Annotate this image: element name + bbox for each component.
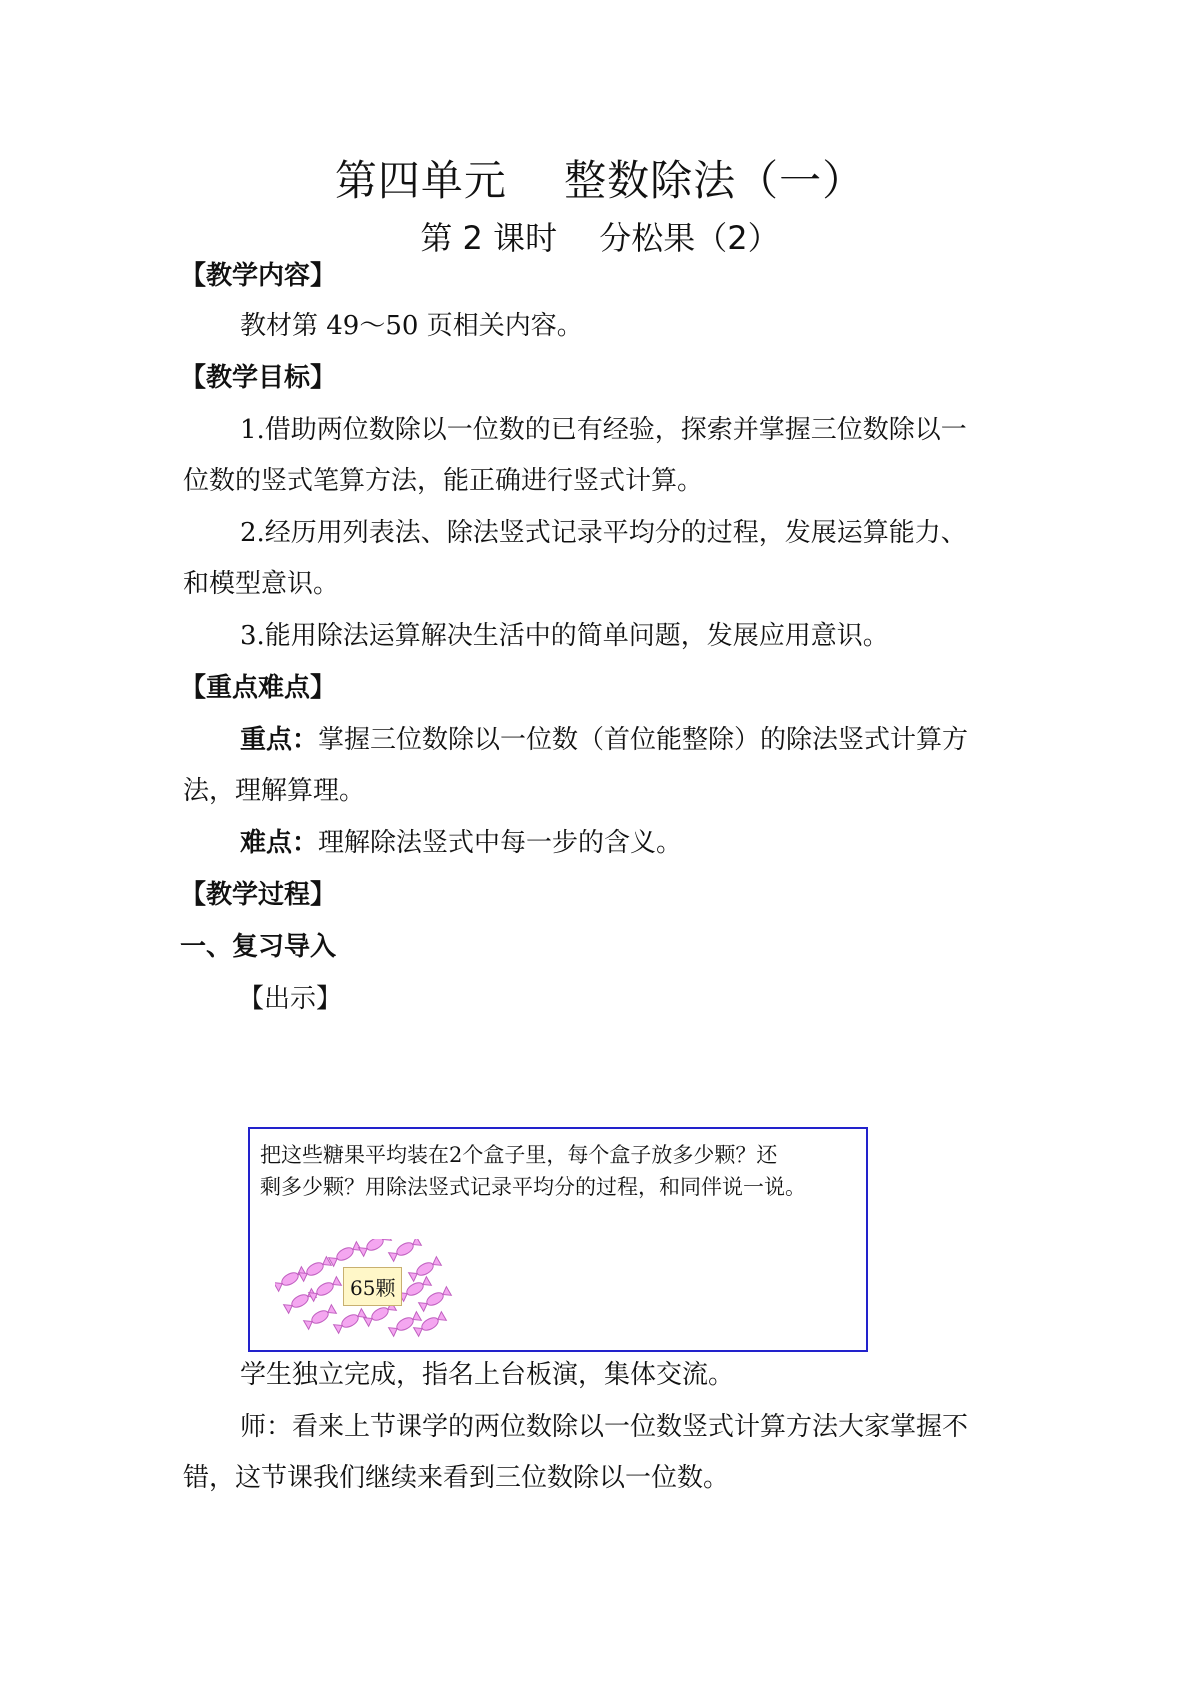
section-heading-goals: 【教学目标】 — [180, 363, 337, 393]
difficulty-line — [240, 825, 682, 861]
problem-line-2: 剩多少颗？用除法竖式记录平均分的过程，和同伴说一说。 — [260, 1175, 806, 1199]
section-heading-process: 【教学过程】 — [180, 880, 337, 910]
key-point-line-2: 法，理解算理。 — [183, 776, 366, 806]
candy-count-label: 65颗 — [343, 1267, 402, 1306]
section-heading-key: 【重点难点】 — [180, 673, 337, 703]
goal-1-line-2: 位数的竖式笔算方法，能正确进行竖式计算。 — [183, 466, 704, 496]
unit-title: 第四单元 整数除法（一） — [334, 156, 866, 205]
difficulty-text: 理解除法竖式中每一步的含义。 — [318, 828, 683, 858]
teacher-line-1: 师：看来上节课学的两位数除以一位数竖式计算方法大家掌握不 — [240, 1412, 969, 1442]
problem-line-1: 把这些糖果平均装在2个盒子里，每个盒子放多少颗？还 — [260, 1143, 778, 1167]
section-heading-content: 【教学内容】 — [180, 261, 337, 291]
part-1-heading: 一、复习导入 — [180, 932, 337, 962]
teacher-line-2: 错，这节课我们继续来看到三位数除以一位数。 — [183, 1463, 730, 1493]
key-point-text: 掌握三位数除以一位数（首位能整除）的除法竖式计算方 — [318, 725, 969, 755]
goal-3: 3.能用除法运算解决生活中的简单问题，发展应用意识。 — [240, 621, 889, 651]
difficulty-label: 难点： — [240, 828, 319, 858]
show-label: 【出示】 — [238, 984, 343, 1014]
content-text: 教材第 49～50 页相关内容。 — [240, 311, 583, 341]
goal-2-line-1: 2.经历用列表法、除法竖式记录平均分的过程，发展运算能力、 — [240, 518, 967, 548]
goal-1-line-1: 1.借助两位数除以一位数的已有经验，探索并掌握三位数除以一 — [240, 415, 967, 445]
goal-2-line-2: 和模型意识。 — [183, 569, 340, 599]
key-point-line-1 — [240, 722, 968, 758]
problem-box — [248, 1127, 868, 1352]
activity-text: 学生独立完成，指名上台板演，集体交流。 — [240, 1360, 735, 1390]
lesson-title: 第 2 课时 分松果（2） — [420, 219, 780, 257]
key-point-label: 重点： — [240, 725, 319, 755]
